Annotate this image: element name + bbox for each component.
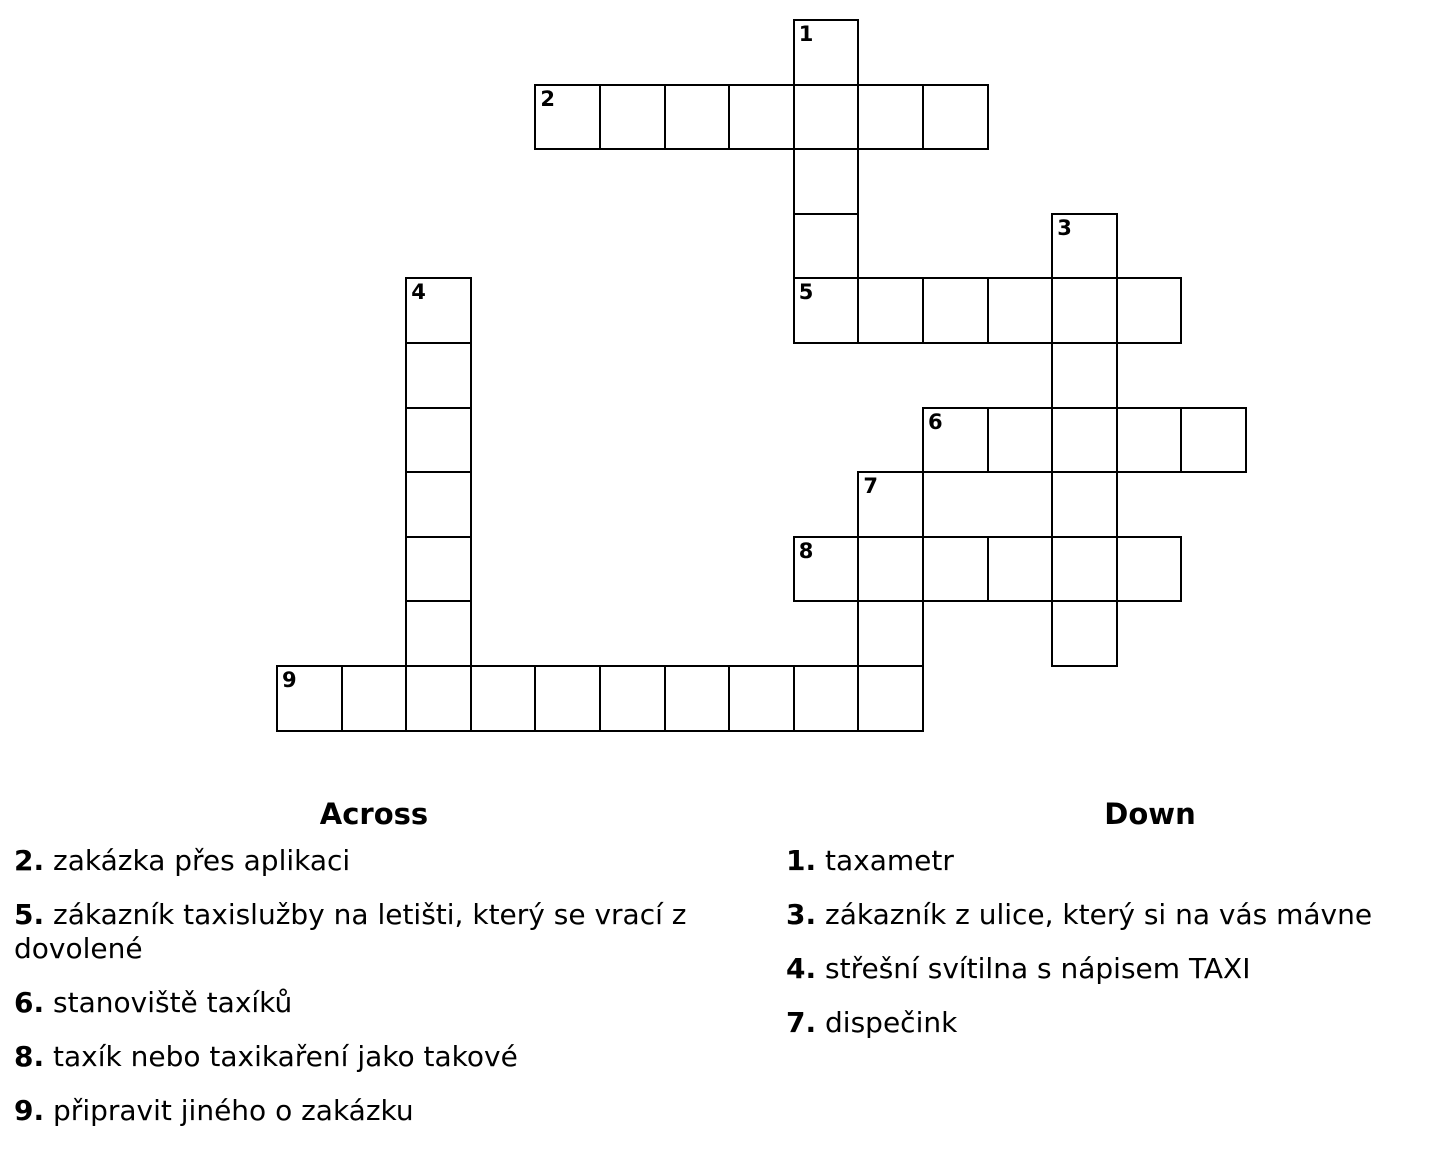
clue-number: 9 <box>282 668 297 692</box>
grid-cell[interactable] <box>793 277 860 344</box>
grid-cell[interactable] <box>793 19 860 86</box>
grid-cell[interactable] <box>1116 407 1183 474</box>
across-heading: Across <box>319 797 429 831</box>
grid-cell[interactable] <box>987 407 1054 474</box>
grid-cell[interactable] <box>1116 536 1183 603</box>
across-clue-9: 9. připravit jiného o zakázku <box>14 1094 414 1127</box>
clue-number: 2 <box>540 86 556 111</box>
grid-cell[interactable] <box>987 536 1054 603</box>
grid-cell[interactable] <box>922 407 989 474</box>
across-clues <box>14 844 738 1148</box>
across-clue-8: 8. taxík nebo taxikaření jako takové <box>14 1040 518 1073</box>
grid-cell[interactable] <box>793 213 860 280</box>
grid-cell[interactable] <box>405 471 472 538</box>
clue-number: 4 <box>411 280 426 305</box>
down-clue-7: 7. dispečink <box>786 1006 958 1039</box>
grid-cell[interactable] <box>987 277 1054 344</box>
across-clue-6: 6. stanoviště taxíků <box>14 986 293 1019</box>
grid-cell[interactable] <box>857 665 924 732</box>
clue-number: 5 <box>798 280 814 305</box>
grid-cell[interactable] <box>1051 600 1118 667</box>
grid-cell[interactable] <box>793 665 860 732</box>
across-clue-5: 5. zákazník taxislužby na letišti, který se vrací z dovolené <box>14 898 687 965</box>
down-clues <box>786 844 1454 1060</box>
grid-cell[interactable] <box>534 84 601 151</box>
grid-cell[interactable] <box>857 471 924 538</box>
grid-cell[interactable] <box>405 277 472 344</box>
grid-cell[interactable] <box>1051 342 1118 409</box>
clue-number: 3 <box>1057 215 1072 240</box>
grid-cell[interactable] <box>922 536 989 603</box>
grid-cell[interactable] <box>470 665 537 732</box>
grid-cell[interactable] <box>534 665 601 732</box>
grid-cell[interactable] <box>793 536 860 603</box>
grid-cell[interactable] <box>405 600 472 667</box>
grid-cell[interactable] <box>1180 407 1247 474</box>
grid-cell[interactable] <box>922 84 989 151</box>
grid-cell[interactable] <box>599 665 666 732</box>
grid-cell[interactable] <box>405 407 472 474</box>
grid-cell[interactable] <box>1051 277 1118 344</box>
grid-cell[interactable] <box>857 600 924 667</box>
grid-cell[interactable] <box>728 84 795 151</box>
grid-cell[interactable] <box>405 665 472 732</box>
down-heading: Down <box>1104 797 1196 831</box>
grid-cell[interactable] <box>857 84 924 151</box>
grid-cell[interactable] <box>405 342 472 409</box>
clue-number: 7 <box>863 474 879 499</box>
grid-cell[interactable] <box>1116 277 1183 344</box>
grid-cell[interactable] <box>857 536 924 603</box>
grid-cell[interactable] <box>599 84 666 151</box>
clue-number: 1 <box>798 22 814 46</box>
grid-cell[interactable] <box>276 665 343 732</box>
down-clue-1: 1. taxametr <box>786 844 954 877</box>
grid-cell[interactable] <box>1051 471 1118 538</box>
grid-cell[interactable] <box>793 148 860 215</box>
clue-number: 8 <box>798 538 814 563</box>
grid-cell[interactable] <box>728 665 795 732</box>
grid-cell[interactable] <box>341 665 408 732</box>
grid-cell[interactable] <box>857 277 924 344</box>
down-clue-3: 3. zákazník z ulice, který si na vás mávne <box>786 898 1373 931</box>
grid-cell[interactable] <box>1051 536 1118 603</box>
down-clue-4: 4. střešní svítilna s nápisem TAXI <box>786 952 1251 985</box>
grid-cell[interactable] <box>793 84 860 151</box>
grid-cell[interactable] <box>922 277 989 344</box>
grid-cell[interactable] <box>1051 407 1118 474</box>
grid-cell[interactable] <box>405 536 472 603</box>
grid-cell[interactable] <box>664 84 731 151</box>
across-clue-2: 2. zakázka přes aplikaci <box>14 844 351 877</box>
clue-number: 6 <box>928 409 943 434</box>
grid-cell[interactable] <box>1051 213 1118 280</box>
grid-cell[interactable] <box>664 665 731 732</box>
